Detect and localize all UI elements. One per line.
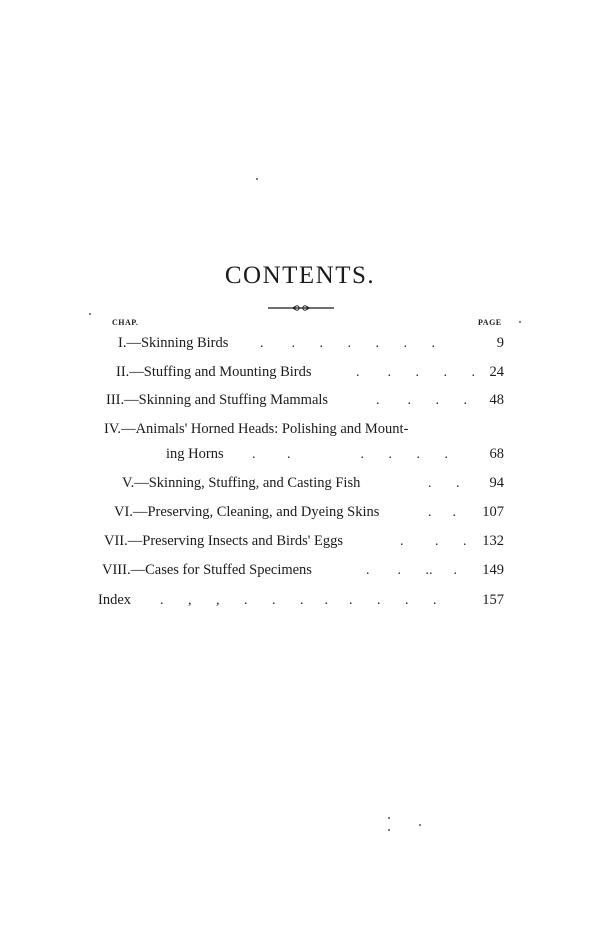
dot-leader: . . . . . . <box>252 447 448 462</box>
print-speck <box>388 817 390 819</box>
toc-entry <box>122 475 360 492</box>
chapter-title: —Cases for Stuffed Specimens <box>130 562 312 578</box>
toc-entry-continuation <box>166 446 224 463</box>
page-number: 149 <box>482 562 504 578</box>
dot-leader: . . . . . . . <box>260 336 435 351</box>
page-number: 68 <box>489 446 504 462</box>
page-number: 24 <box>489 364 504 380</box>
toc-entry <box>114 504 379 521</box>
chapter-title: —Preserving, Cleaning, and Dyeing Skins <box>132 504 380 520</box>
dot-leader: . . . <box>400 534 467 549</box>
print-speck <box>519 321 521 323</box>
chapter-title: —Preserving Insects and Birds' Eggs <box>127 533 344 549</box>
dot-leader: . . .. . <box>366 563 457 578</box>
toc-entry <box>118 335 228 352</box>
page-number: 94 <box>489 475 504 491</box>
page-number: 107 <box>482 504 504 520</box>
dot-leader: . , , . . . . . . . . <box>160 593 437 608</box>
chapter-title: —Skinning Birds <box>126 335 229 351</box>
chapter-number: IV. <box>104 421 122 437</box>
page-column-header: PAGE <box>478 318 502 327</box>
toc-entry <box>104 533 343 550</box>
page-number: 9 <box>496 335 504 351</box>
dot-leader: . . . . . <box>356 365 475 380</box>
chapter-column-header: CHAP. <box>112 318 139 327</box>
ornament-divider-icon <box>268 302 334 314</box>
chapter-title-continued: ing Horns <box>166 446 224 462</box>
dot-leader: . . <box>428 476 460 491</box>
chapter-title: —Stuffing and Mounting Birds <box>129 364 312 380</box>
print-speck <box>388 829 390 831</box>
chapter-number: I. <box>118 335 127 351</box>
toc-entry <box>102 562 312 579</box>
chapter-number: VIII. <box>102 562 131 578</box>
chapter-number: III. <box>106 392 125 408</box>
chapter-number: VII. <box>104 533 128 549</box>
page-number: 48 <box>489 392 504 408</box>
chapter-title: —Skinning, Stuffing, and Casting Fish <box>134 475 361 491</box>
page-number: 132 <box>482 533 504 549</box>
print-speck <box>419 824 421 826</box>
toc-entry-index <box>98 592 131 609</box>
dot-leader: . . . . <box>376 393 467 408</box>
toc-entry <box>104 421 408 438</box>
print-speck <box>256 178 258 180</box>
page-title: CONTENTS. <box>224 262 376 289</box>
print-speck <box>89 313 91 315</box>
toc-entry <box>116 364 312 381</box>
chapter-number: II. <box>116 364 130 380</box>
chapter-title: —Skinning and Stuffing Mammals <box>124 392 329 408</box>
chapter-number: V. <box>122 475 135 491</box>
chapter-number: VI. <box>114 504 133 520</box>
toc-entry <box>106 392 328 409</box>
chapter-title: —Animals' Horned Heads: Polishing and Mount- <box>121 421 409 437</box>
dot-leader: . . <box>428 505 456 520</box>
page-number: 157 <box>482 592 504 608</box>
index-label: Index <box>98 592 132 608</box>
